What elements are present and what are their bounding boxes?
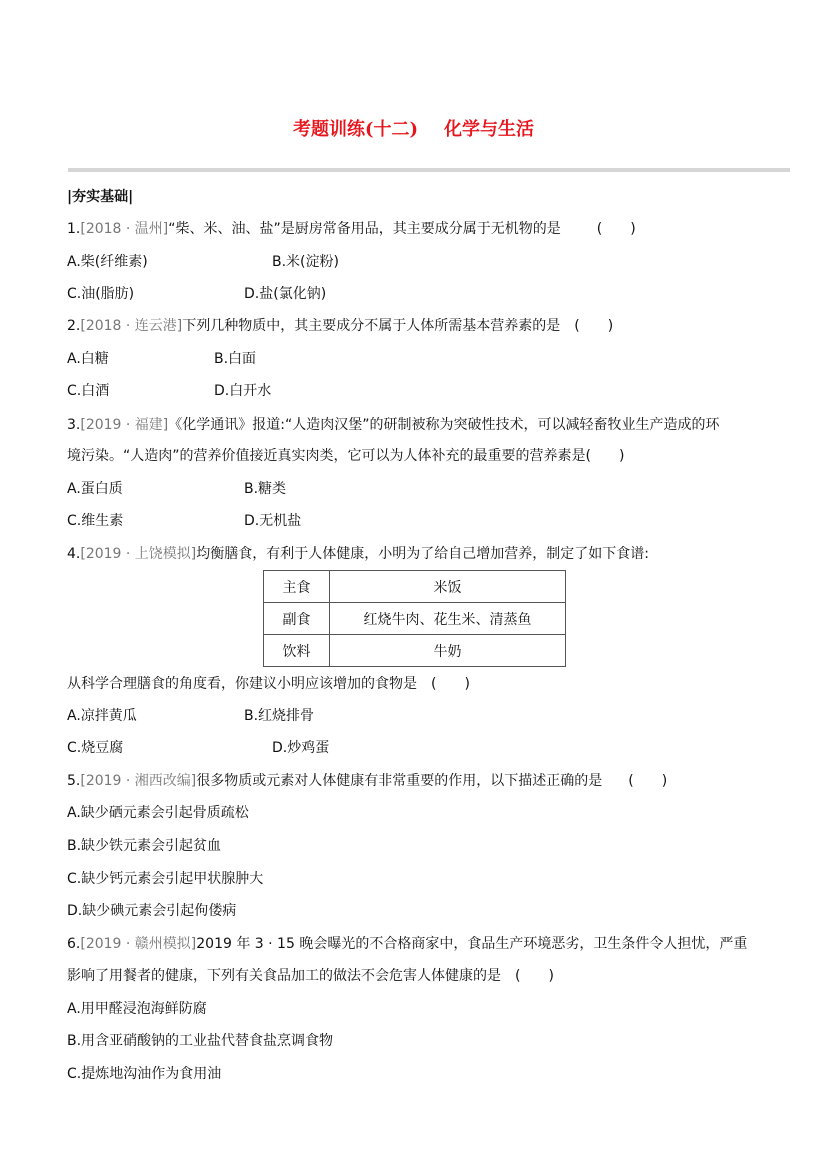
q-source: [2019 · 湘西改编] — [80, 773, 197, 789]
option-a: A.凉拌黄瓜 — [67, 708, 137, 724]
option-d: D.白开水 — [214, 383, 272, 399]
answer-paren: ( ) — [574, 318, 614, 334]
q-text: 从科学合理膳食的角度看，你建议小明应该增加的食物是 — [67, 676, 417, 692]
option-c: C.提炼地沟油作为食用油 — [67, 1066, 222, 1082]
option-c: C.维生素 — [67, 513, 124, 529]
table-cell: 主食 — [264, 571, 330, 603]
table-row — [264, 571, 566, 603]
answer-paren: ( ) — [431, 676, 470, 692]
option-c: C.白酒 — [67, 383, 110, 399]
q-source: [2019 · 赣州模拟] — [80, 936, 197, 952]
question-4 — [67, 545, 649, 563]
q-num: 1. — [67, 221, 81, 237]
table-cell: 牛奶 — [330, 635, 566, 667]
option-d: D.盐(氯化钠) — [244, 286, 327, 302]
question-2 — [67, 317, 613, 335]
option-b: B.用含亚硝酸钠的工业盐代替食盐烹调食物 — [67, 1033, 334, 1049]
option-a: A.柴(纤维素) — [67, 254, 148, 270]
q-source: [2018 · 温州] — [80, 221, 169, 237]
option-c: C.油(脂肪) — [67, 286, 135, 302]
question-1 — [67, 220, 636, 238]
question-6-cont — [67, 967, 554, 985]
q-text: 下列几种物质中，其主要成分不属于人体所需基本营养素的是 — [182, 318, 561, 334]
q-text: “柴、米、油、盐”是厨房常备用品，其主要成分属于无机物的是 — [168, 221, 561, 237]
answer-paren: ( ) — [596, 221, 636, 237]
option-b: B.糖类 — [244, 481, 287, 497]
answer-paren: ( ) — [515, 968, 554, 984]
table-row — [264, 603, 566, 635]
q-source: [2019 · 上饶模拟] — [80, 546, 197, 562]
option-b: B.米(淀粉) — [272, 254, 339, 270]
q-num: 4. — [67, 546, 81, 562]
table-row — [264, 635, 566, 667]
page-title — [0, 115, 827, 141]
option-c: C.缺少钙元素会引起甲状腺肿大 — [67, 871, 264, 887]
option-a: A.用甲醛浸泡海鲜防腐 — [67, 1001, 207, 1017]
divider — [68, 168, 790, 172]
question-5 — [67, 772, 667, 790]
title-right: 化学与生活 — [444, 119, 535, 140]
table-cell: 饮料 — [264, 635, 330, 667]
table-cell: 米饭 — [330, 571, 566, 603]
q-text: 很多物质或元素对人体健康有非常重要的作用，以下描述正确的是 — [196, 773, 603, 789]
option-a: A.白糖 — [67, 351, 109, 367]
option-d: D.炒鸡蛋 — [272, 740, 330, 756]
section-heading: |夯实基础| — [67, 189, 134, 205]
option-c: C.烧豆腐 — [67, 740, 124, 756]
q-num: 2. — [67, 318, 81, 334]
q-source: [2019 · 福建] — [80, 417, 169, 433]
q-text: 均衡膳食，有利于人体健康，小明为了给自己增加营养，制定了如下食谱: — [196, 546, 649, 562]
title-left: 考题训练(十二) — [292, 119, 419, 140]
option-b: B.红烧排骨 — [244, 708, 315, 724]
option-b: B.白面 — [214, 351, 257, 367]
q-text: 2019 年 3 · 15 晚会曝光的不合格商家中，食品生产环境恶劣，卫生条件令人担忧，严重 — [196, 936, 748, 952]
question-4-cont — [67, 675, 470, 693]
question-3-cont: 境污染。“人造肉”的营养价值接近真实肉类，它可以为人体补充的最重要的营养素是( ) — [67, 448, 625, 464]
menu-table — [263, 570, 566, 667]
q-source: [2018 · 连云港] — [80, 318, 183, 334]
option-d: D.无机盐 — [244, 513, 302, 529]
option-d: D.缺少碘元素会引起佝偻病 — [67, 903, 237, 919]
q-num: 6. — [67, 936, 81, 952]
table-cell: 红烧牛肉、花生米、清蒸鱼 — [330, 603, 566, 635]
answer-paren: ( ) — [628, 773, 668, 789]
q-num: 5. — [67, 773, 81, 789]
question-6 — [67, 935, 747, 953]
question-3 — [67, 416, 720, 434]
q-text: 影响了用餐者的健康，下列有关食品加工的做法不会危害人体健康的是 — [67, 968, 501, 984]
q-num: 3. — [67, 417, 81, 433]
option-a: A.缺少硒元素会引起骨质疏松 — [67, 805, 249, 821]
table-cell: 副食 — [264, 603, 330, 635]
q-text: 《化学通讯》报道:“人造肉汉堡”的研制被称为突破性技术，可以减轻畜牧业生产造成的环 — [168, 417, 720, 433]
option-b: B.缺少铁元素会引起贫血 — [67, 838, 222, 854]
option-a: A.蛋白质 — [67, 481, 123, 497]
